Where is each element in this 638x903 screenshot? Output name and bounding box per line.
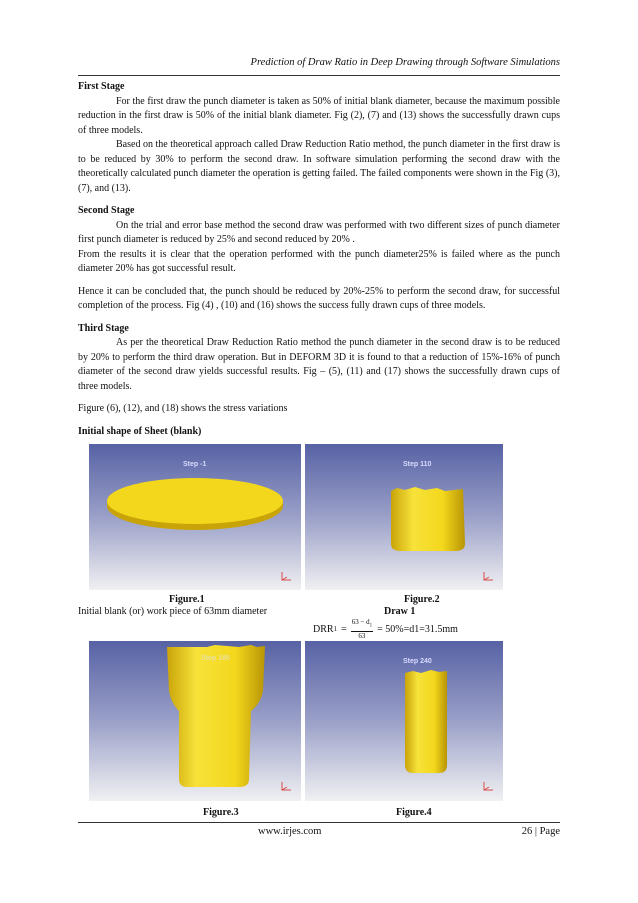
axis-triad-icon <box>481 571 495 583</box>
heading-initial-shape: Initial shape of Sheet (blank) <box>78 425 202 437</box>
figure-2-note: Draw 1 <box>384 606 416 617</box>
figure-3-image <box>89 641 301 801</box>
figure-1-image <box>89 444 301 590</box>
footer-rule <box>78 822 560 823</box>
running-header: Prediction of Draw Ratio in Deep Drawing through Software Simulations <box>250 57 560 68</box>
paragraph: As per the theoretical Draw Reduction Ratio method the punch diameter in the second draw is to be reduced by 20% to perform the third draw operation. But in DEFORM 3D it is found to that a reduction of 15%-16% of punch diameter of the second draw yields successful results. Fig – (5), (11) and (17) shows the successfully drawn cups of three models. <box>78 337 560 392</box>
cup-render-draw2 <box>305 641 503 801</box>
figure-4-image <box>305 641 503 801</box>
formula-lhs: DRR <box>313 623 334 635</box>
paragraph: On the trial and error base method the second draw was performed with two different sizes of punch diameter first punch diameter is reduced by 25% and second reduced by 20% . <box>78 219 560 245</box>
page-number: 26 | Page <box>521 826 560 837</box>
figure-1-note: Initial blank (or) work piece of 63mm diameter <box>78 606 268 617</box>
heading-second-stage: Second Stage <box>78 205 135 216</box>
figure-1-caption: Figure.1 <box>169 594 205 605</box>
axis-triad-icon <box>279 571 293 583</box>
header-rule <box>78 75 560 76</box>
footer-url: www.irjes.com <box>258 826 322 837</box>
paragraph: Based on the theoretical approach called Draw Reduction Ratio method, the punch diameter in the first draw is to be reduced by 30% to perform the second draw. In software simulation performing the second draw with the theoretically calculated punch diameter the operation is getting failed. The failed components were shown in the Fig (3), (7), and (13). <box>78 139 560 194</box>
formula-numerator: 63 − d <box>351 618 370 627</box>
formula-subscript: 1 <box>333 625 338 633</box>
formula-denominator: 63 <box>358 631 366 640</box>
paragraph: For the first draw the punch diameter is taken as 50% of initial blank diameter, because the maximum possible reduction in the first draw is 50% of the initial blank diameter. Fig (2), (7) and (13) shows the successfully drawn cups of three models. <box>78 95 560 136</box>
figure-3-caption: Figure.3 <box>203 807 239 818</box>
figure-4-caption: Figure.4 <box>396 807 432 818</box>
paragraph: From the results it is clear that the operation performed with the punch diameter25% is failed where as the punch diameter 20% has got successful result. <box>78 248 560 274</box>
formula-numerator-sub: 1 <box>369 623 373 629</box>
axis-triad-icon <box>481 781 495 793</box>
step-label: Step -1 <box>183 461 207 468</box>
paragraph: Hence it can be concluded that, the punch should be reduced by 20%-25% to perform the second draw, for successful completion of the process. Fig (4) , (10) and (16) shows the success fully drawn cups of three models. <box>78 285 560 311</box>
step-label: Step 180 <box>201 655 230 662</box>
stress-note: Figure (6), (12), and (18) shows the stress variations <box>78 403 288 414</box>
heading-first-stage: First Stage <box>78 81 125 92</box>
body-text <box>78 80 560 439</box>
heading-third-stage: Third Stage <box>78 322 129 334</box>
step-label: Step 110 <box>403 461 432 468</box>
figure-2-caption: Figure.2 <box>404 594 440 605</box>
failed-cup-render <box>89 641 301 801</box>
figure-2-image <box>305 444 503 590</box>
formula-rhs: = 50%=d1=31.5mm <box>377 623 458 635</box>
formula-fraction <box>351 618 373 639</box>
step-label: Step 240 <box>403 658 432 665</box>
axis-triad-icon <box>279 781 293 793</box>
drr-formula: DRR 1 = $\frac{63 - d_1}{63}$ = 50%=d1=31.5mm <box>313 618 458 640</box>
